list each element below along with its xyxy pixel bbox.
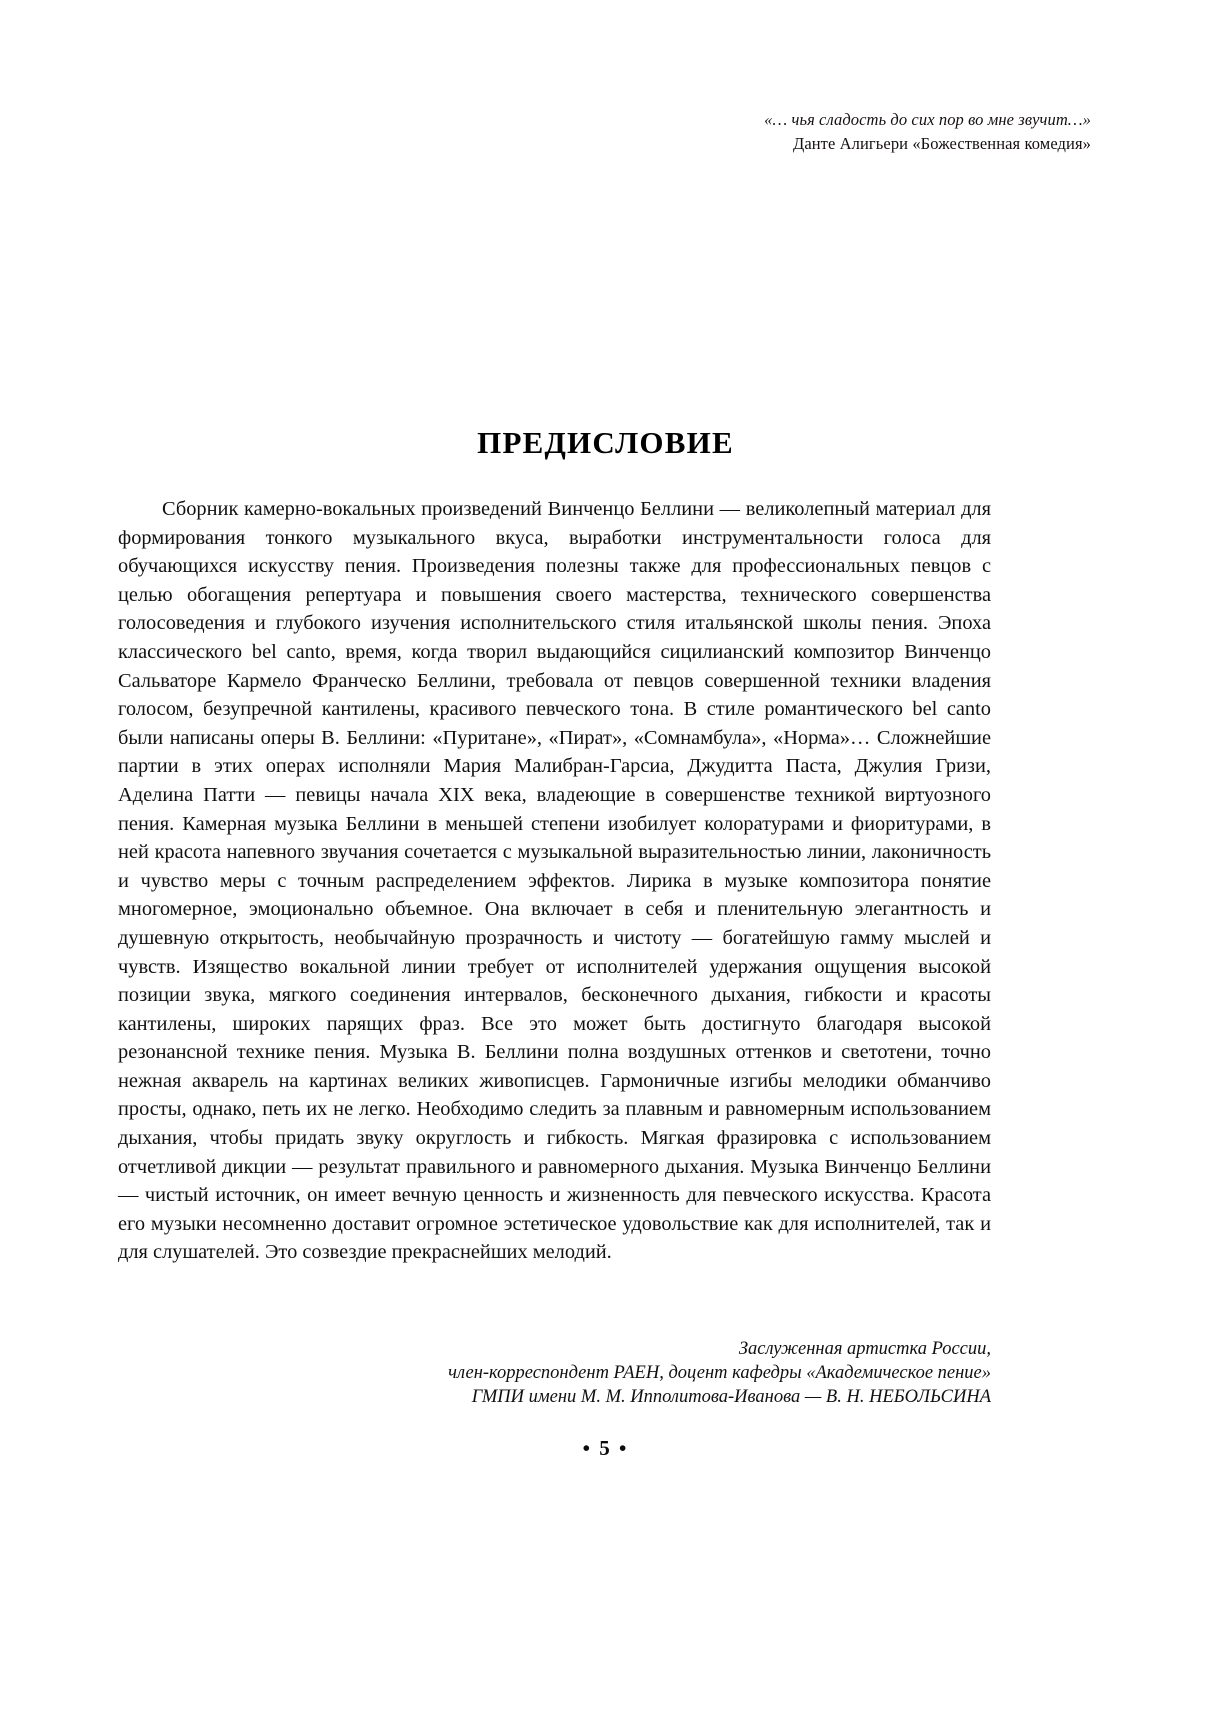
signature-line-1: Заслуженная артистка России, <box>738 1339 991 1359</box>
signature-block <box>118 1337 991 1409</box>
epigraph-attribution: Данте Алигьери «Божественная комедия» <box>792 133 1091 153</box>
signature-line-2: член-корреспондент РАЕН, доцент кафедры «Академическое пение» <box>448 1363 991 1383</box>
page-title: ПРЕДИСЛОВИЕ <box>477 425 734 460</box>
preface-body: Сборник камерно-вокальных произведений Винченцо Беллини — великолепный материал для формирования тонкого музыкального вкуса, выработки инструментальности голоса для обучающихся искусству пения. Произведения полезны также для профессиональных певцов с целью обогащения репертуара и повышения своего мастерства, технического совершенства голосоведения и глубокого изучения исполнительского стиля итальянской школы пения. Эпоха классического bel canto, время, когда творил выдающийся сицилианский композитор Винченцо Сальваторе Кармело Франческо Беллини, требовала от певцов совершенной техники владения голосом, безупречной кантилены, красивого певческого тона. В стиле романтического bel canto были написаны оперы В. Беллини: «Пуритане», «Пират», «Сомнамбула», «Норма»… Сложнейшие партии в этих операх исполняли Мария Малибран-Гарсиа, Джудитта Паста, Джулия Гризи, Аделина Патти — певицы начала XIX века, владеющие в совершенстве техникой виртуозного пения. Камерная музыка Беллини в меньшей степени изобилует колоратурами и фиоритурами, в ней красота напевного звучания сочетается с музыкальной выразительностью линии, лаконичность и чувство меры с точным распределением эффектов. Лирика в музыке композитора понятие многомерное, эмоционально объемное. Она включает в себя и пленительную элегантность и душевную открытость, необычайную прозрачность и чистоту — богатейшую гамму мыслей и чувств. Изящество вокальной линии требует от исполнителей удержания ощущения высокой позиции звука, мягкого соединения интервалов, бесконечного дыхания, гибкости и красоты кантилены, широких парящих фраз. Все это может быть достигнуто благодаря высокой резонансной технике пения. Музыка В. Беллини полна воздушных оттенков и светотени, точно нежная акварель на картинах великих живописцев. Гармоничные изгибы мелодики обманчиво просты, однако, петь их не легко. Необходимо следить за плавным и равномерным использованием дыхания, чтобы придать звуку округлость и гибкость. Мягкая фразировка с использованием отчетливой дикции — результат правильного и равномерного дыхания. Музыка Винченцо Беллини — чистый источник, он имеет вечную ценность и жизненность для певческого искусства. Красота его музыки несомненно доставит огромное эстетическое удовольствие как для исполнителей, так и для слушателей. Это созвездие прекраснейших мелодий. <box>118 498 991 1264</box>
epigraph-quote: «… чья сладость до сих пор во мне звучит…» <box>764 110 1091 129</box>
signature-line-3: ГМПИ имени М. М. Ипполитова-Иванова — В. Н. НЕБОЛЬСИНА <box>471 1387 991 1407</box>
epigraph <box>571 108 1091 156</box>
page-number: • 5 • <box>582 1436 629 1460</box>
